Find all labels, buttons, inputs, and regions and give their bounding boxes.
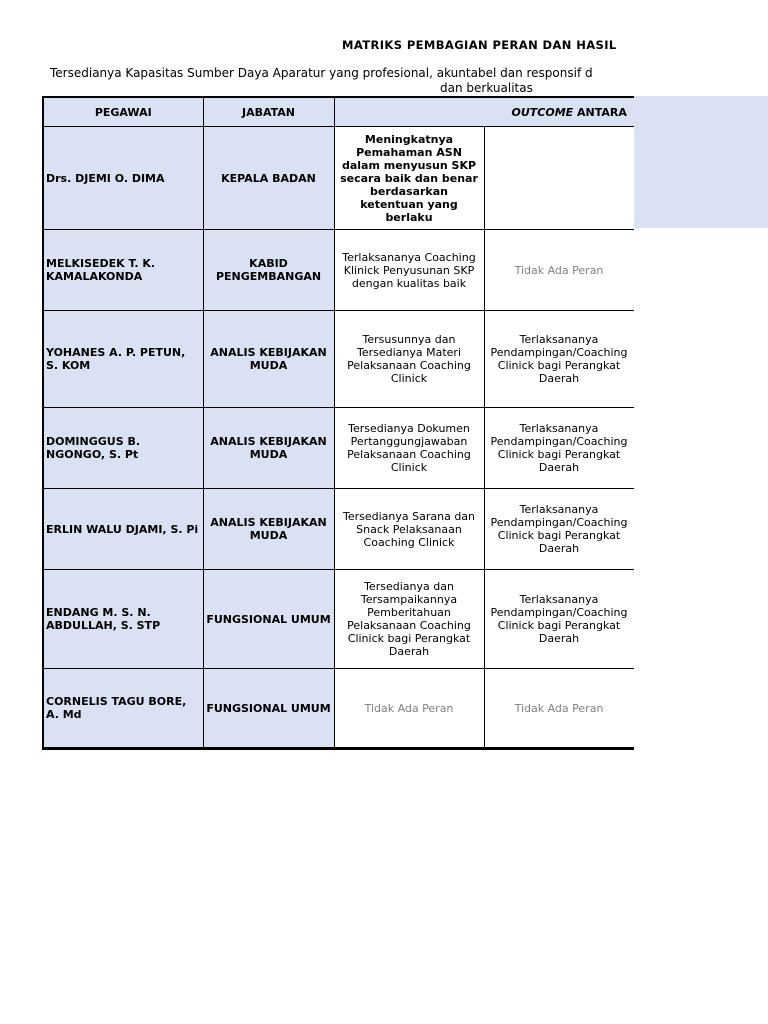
cell-jabatan: FUNGSIONAL UMUM — [203, 669, 334, 749]
table-row — [43, 127, 634, 230]
cell-jabatan: KABID PENGEMBANGAN — [203, 230, 334, 311]
role-matrix-table — [42, 96, 634, 750]
cell-outcome-1: Tidak Ada Peran — [334, 669, 484, 749]
cell-pegawai: ERLIN WALU DJAMI, S. Pi — [43, 489, 203, 570]
table-row — [43, 489, 634, 570]
cell-pegawai: CORNELIS TAGU BORE, A. Md — [43, 669, 203, 749]
cell-jabatan: KEPALA BADAN — [203, 127, 334, 230]
document-subtitle-line1: Tersedianya Kapasitas Sumber Daya Aparatur yang profesional, akuntabel dan responsif d — [50, 66, 593, 80]
header-outcome — [334, 97, 634, 127]
cell-outcome-2: Tidak Ada Peran — [484, 230, 634, 311]
cell-outcome-1: Terlaksananya Coaching Klinick Penyusunan SKP dengan kualitas baik — [334, 230, 484, 311]
cell-outcome-2: Terlaksananya Pendampingan/Coaching Clinick bagi Perangkat Daerah — [484, 311, 634, 408]
cell-outcome-2: Terlaksananya Pendampingan/Coaching Clinick bagi Perangkat Daerah — [484, 408, 634, 489]
cell-outcome-2: Tidak Ada Peran — [484, 669, 634, 749]
cell-outcome-1: Tersedianya Dokumen Pertanggungjawaban Pelaksanaan Coaching Clinick — [334, 408, 484, 489]
document-title: MATRIKS PEMBAGIAN PERAN DAN HASIL — [342, 38, 617, 52]
header-outcome-italic: OUTCOME — [511, 105, 574, 119]
table-row — [43, 570, 634, 669]
table-row — [43, 230, 634, 311]
table-row — [43, 311, 634, 408]
header-pegawai: PEGAWAI — [43, 97, 203, 127]
cell-outcome-2: Terlaksananya Pendampingan/Coaching Clinick bagi Perangkat Daerah — [484, 570, 634, 669]
cell-pegawai: DOMINGGUS B. NGONGO, S. Pt — [43, 408, 203, 489]
cell-jabatan: FUNGSIONAL UMUM — [203, 570, 334, 669]
cell-pegawai: ENDANG M. S. N. ABDULLAH, S. STP — [43, 570, 203, 669]
table-header-row — [43, 97, 634, 127]
header-fill-overflow — [634, 96, 768, 228]
cell-outcome-1: Tersedianya dan Tersampaikannya Pemberitahuan Pelaksanaan Coaching Clinick bagi Perangkat Daerah — [334, 570, 484, 669]
table-row — [43, 669, 634, 749]
header-outcome-rest: ANTARA — [573, 105, 627, 119]
document-subtitle-line2: dan berkualitas — [440, 81, 533, 95]
table-row — [43, 408, 634, 489]
cell-outcome-2: Terlaksananya Pendampingan/Coaching Clinick bagi Perangkat Daerah — [484, 489, 634, 570]
cell-outcome-1: Meningkatnya Pemahaman ASN dalam menyusun SKP secara baik dan benar berdasarkan ketentuan yang berlaku — [334, 127, 484, 230]
cell-outcome-1: Tersusunnya dan Tersedianya Materi Pelaksanaan Coaching Clinick — [334, 311, 484, 408]
header-jabatan: JABATAN — [203, 97, 334, 127]
cell-pegawai: MELKISEDEK T. K. KAMALAKONDA — [43, 230, 203, 311]
cell-pegawai: Drs. DJEMI O. DIMA — [43, 127, 203, 230]
cell-pegawai: YOHANES A. P. PETUN, S. KOM — [43, 311, 203, 408]
cell-jabatan: ANALIS KEBIJAKAN MUDA — [203, 489, 334, 570]
cell-jabatan: ANALIS KEBIJAKAN MUDA — [203, 408, 334, 489]
cell-outcome-1: Tersedianya Sarana dan Snack Pelaksanaan Coaching Clinick — [334, 489, 484, 570]
cell-jabatan: ANALIS KEBIJAKAN MUDA — [203, 311, 334, 408]
cell-outcome-2 — [484, 127, 634, 230]
